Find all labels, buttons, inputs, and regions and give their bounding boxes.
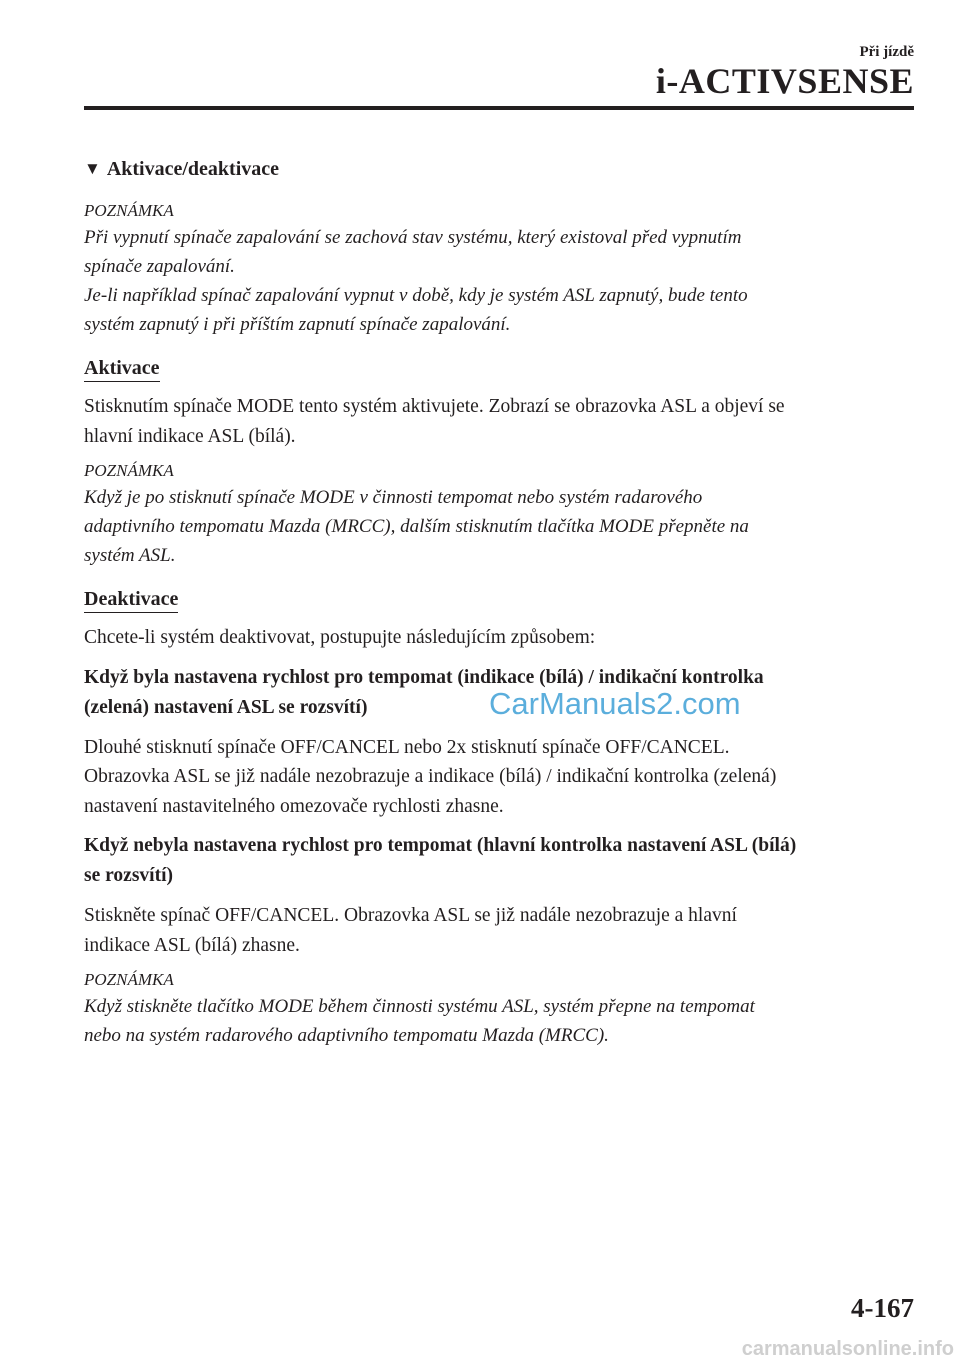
body-line: Obrazovka ASL se již nadále nezobrazuje a indikace (bílá) / indikační kontrolka (zelená) [84, 766, 777, 787]
note-2 [84, 461, 914, 570]
note-body [84, 992, 914, 1050]
case-2-heading [84, 831, 914, 891]
case-line: se rozsvítí) [84, 865, 173, 886]
footer-watermark: carmanualsonline.info [741, 1338, 954, 1360]
deactivation-title: Deaktivace [84, 588, 178, 613]
note-line: spínače zapalování. [84, 256, 235, 277]
header-chapter: i-ACTIVSENSE [655, 61, 914, 101]
watermark: CarManuals2.com [489, 686, 741, 721]
body-line: Stisknutím spínače MODE tento systém aktivujete. Zobrazí se obrazovka ASL a objeví se [84, 396, 785, 417]
note-1 [84, 201, 914, 339]
note-label: POZNÁMKA [84, 201, 174, 220]
note-line: Když stiskněte tlačítko MODE během činnosti systému ASL, systém přepne na tempomat [84, 996, 755, 1017]
case-line: Když byla nastavena rychlost pro tempomat (indikace (bílá) / indikační kontrolka [84, 666, 764, 688]
note-label: POZNÁMKA [84, 461, 174, 480]
note-line: systém ASL. [84, 545, 176, 566]
note-body [84, 483, 914, 570]
note-line: nebo na systém radarového adaptivního tempomatu Mazda (MRCC). [84, 1025, 609, 1046]
section-heading [84, 158, 914, 181]
activation-body [84, 392, 914, 451]
case-line: (zelená) nastavení ASL se rozsvítí) [84, 696, 368, 718]
body-line: Stiskněte spínač OFF/CANCEL. Obrazovka ASL se již nadále nezobrazuje a hlavní [84, 905, 737, 926]
case-2-body [84, 901, 914, 960]
deactivation-section [84, 582, 914, 960]
body-line: Dlouhé stisknutí spínače OFF/CANCEL nebo 2x stisknutí spínače OFF/CANCEL. [84, 736, 730, 758]
note-3 [84, 970, 914, 1050]
header-rule [84, 106, 914, 110]
note-line: Je-li například spínač zapalování vypnut v době, kdy je systém ASL zapnutý, bude tento [84, 285, 748, 306]
page-content [84, 158, 914, 1062]
note-line: Při vypnutí spínače zapalování se zachová stav systému, který existoval před vypnutím [84, 227, 742, 248]
header-section: Při jízdě [859, 44, 914, 60]
section-heading-text: Aktivace/deaktivace [106, 158, 280, 180]
triangle-down-icon: ▼ [84, 158, 101, 178]
body-line: nastavení nastavitelného omezovače rychlosti zhasne. [84, 795, 504, 817]
page-number: 4-167 [851, 1293, 914, 1323]
case-line: Když nebyla nastavena rychlost pro tempomat (hlavní kontrolka nastavení ASL (bílá) [84, 835, 797, 856]
body-line: hlavní indikace ASL (bílá). [84, 425, 296, 447]
note-line: Když je po stisknutí spínače MODE v činnosti tempomat nebo systém radarového [84, 487, 703, 508]
case-1-body [84, 733, 914, 822]
note-line: adaptivního tempomatu Mazda (MRCC), dalším stisknutím tlačítka MODE přepněte na [84, 516, 749, 537]
activation-title: Aktivace [84, 357, 160, 382]
note-label: POZNÁMKA [84, 970, 174, 989]
body-line: indikace ASL (bílá) zhasne. [84, 934, 300, 956]
note-line: systém zapnutý i při příštím zapnutí spínače zapalování. [84, 314, 511, 335]
deactivation-intro: Chcete-li systém deaktivovat, postupujte následujícím způsobem: [84, 627, 596, 648]
activation-section [84, 351, 914, 451]
note-body [84, 223, 914, 339]
